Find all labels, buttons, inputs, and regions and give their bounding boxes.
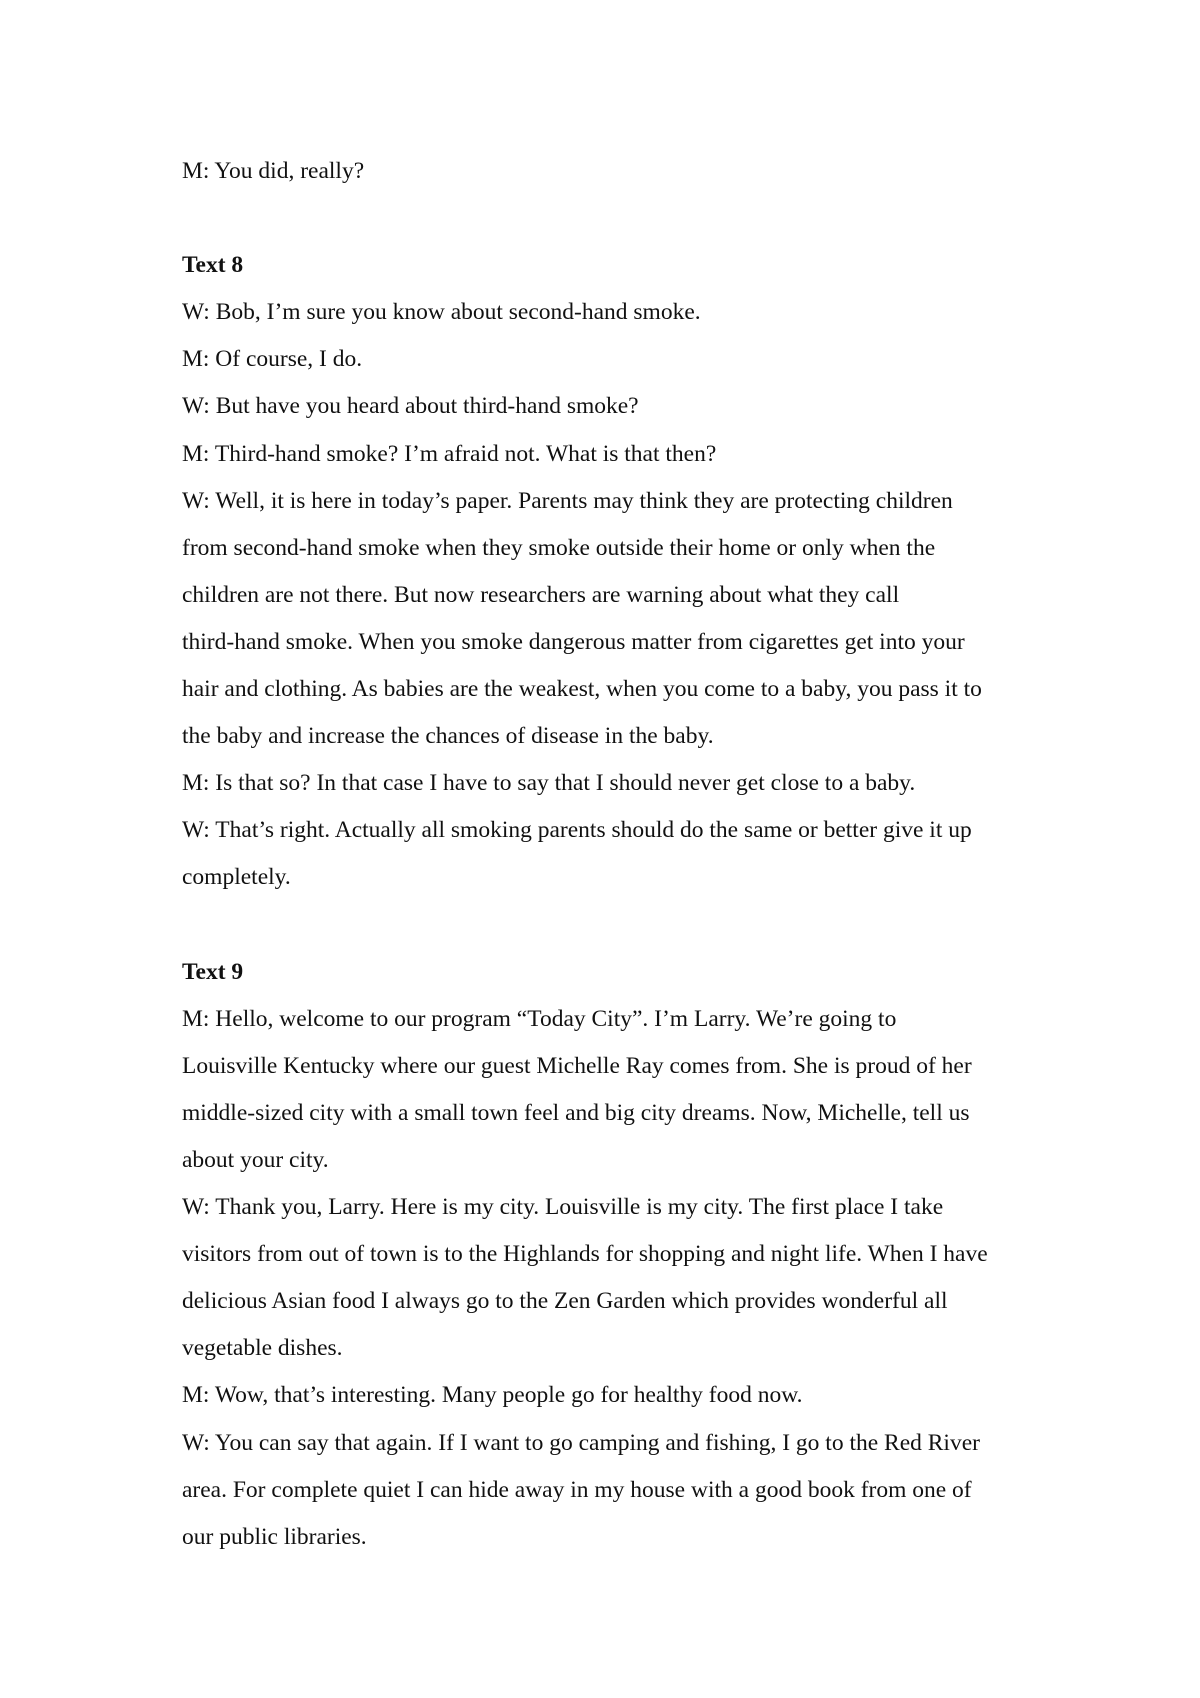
text-line: visitors from out of town is to the Highlands for shopping and night life. When I have [182,1241,988,1268]
text-line: M: Hello, welcome to our program “Today City”. I’m Larry. We’re going to [182,1005,897,1032]
dialogue-paragraph [182,996,1082,1184]
dialogue-paragraph [182,1420,1082,1561]
section-heading: Text 8 [182,252,244,279]
dialogue-paragraph [182,478,1082,761]
dialogue-paragraph [182,807,1082,901]
dialogue-paragraph [182,148,1082,195]
dialogue-paragraph [182,760,1082,807]
section-heading: Text 9 [182,958,244,985]
text-line: M: You did, really? [182,158,365,184]
dialogue-paragraph [182,1372,1082,1419]
text-line: W: That’s right. Actually all smoking parents should do the same or better give it up [182,817,972,844]
text-line: M: Wow, that’s interesting. Many people go for healthy food now. [182,1382,803,1409]
blank-line [182,902,1082,949]
text-line: delicious Asian food I always go to the Zen Garden which provides wonderful all [182,1288,948,1315]
text-line: middle-sized city with a small town feel and big city dreams. Now, Michelle, tell us [182,1099,970,1126]
text-line: W: But have you heard about third-hand smoke? [182,393,639,420]
text-line: the baby and increase the chances of disease in the baby. [182,723,714,750]
text-line: vegetable dishes. [182,1335,343,1362]
dialogue-paragraph [182,431,1082,478]
text-line: our public libraries. [182,1523,367,1550]
text-line: children are not there. But now researchers are warning about what they call [182,581,900,608]
text-line: area. For complete quiet I can hide away in my house with a good book from one of [182,1476,972,1503]
text-line: M: Of course, I do. [182,346,363,373]
document-page [182,148,1082,1561]
text-line: M: Third-hand smoke? I’m afraid not. What is that then? [182,440,717,467]
text-line: W: Well, it is here in today’s paper. Parents may think they are protecting children [182,487,953,514]
text-line: from second-hand smoke when they smoke outside their home or only when the [182,534,936,561]
text-line: W: You can say that again. If I want to go camping and fishing, I go to the Red River [182,1429,980,1456]
blank-line [182,195,1082,242]
dialogue-paragraph [182,336,1082,383]
text-line: third-hand smoke. When you smoke dangerous matter from cigarettes get into your [182,628,965,655]
text-line: W: Bob, I’m sure you know about second-hand smoke. [182,299,701,326]
text-line: W: Thank you, Larry. Here is my city. Louisville is my city. The first place I take [182,1194,944,1221]
dialogue-paragraph [182,383,1082,430]
text-line: completely. [182,864,291,891]
text-line: hair and clothing. As babies are the weakest, when you come to a baby, you pass it to [182,676,982,703]
dialogue-paragraph [182,1184,1082,1372]
text-line: M: Is that so? In that case I have to say that I should never get close to a baby. [182,770,916,797]
dialogue-paragraph [182,289,1082,336]
text-line: Louisville Kentucky where our guest Michelle Ray comes from. She is proud of her [182,1052,972,1079]
text-line: about your city. [182,1146,329,1173]
